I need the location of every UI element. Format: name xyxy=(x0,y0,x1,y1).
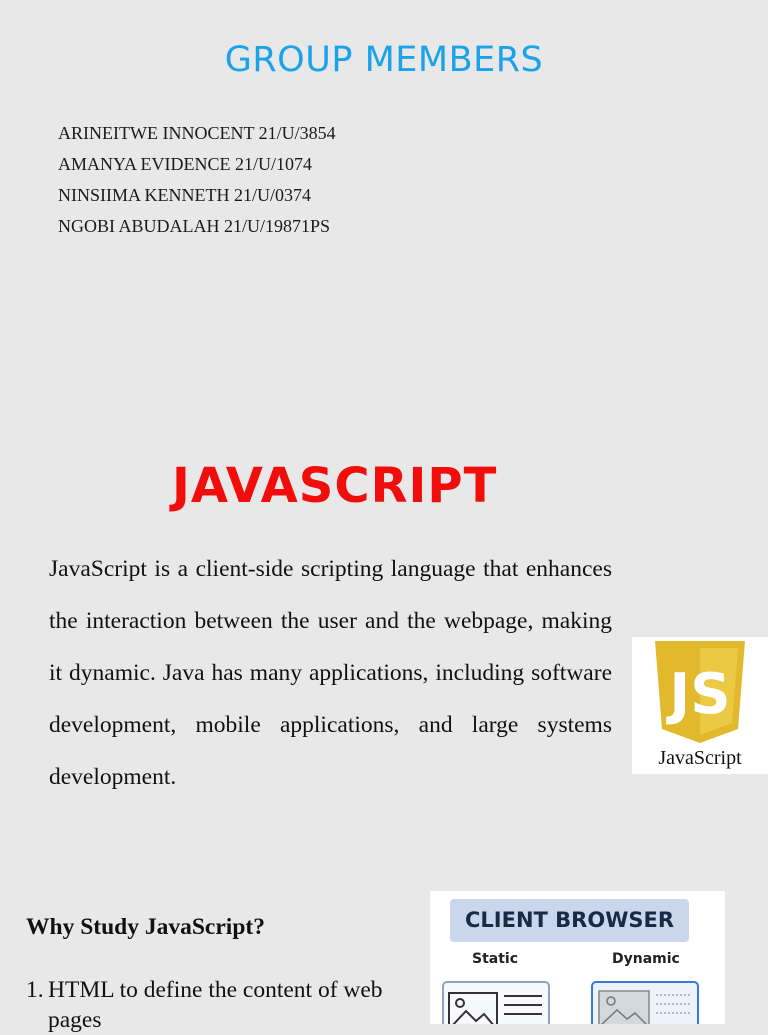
javascript-heading: JAVASCRIPT xyxy=(172,458,498,514)
dynamic-page-illustration xyxy=(591,981,699,1024)
list-item xyxy=(26,975,406,1035)
js-logo-caption: JavaScript xyxy=(658,747,742,769)
javascript-description: JavaScript is a client-side scripting language that enhances the interaction between the user and the webpage, making it dynamic. Java has many applications, including software development, mobile applications, and large systems development. xyxy=(49,556,612,790)
static-page-illustration xyxy=(442,981,550,1024)
client-browser-banner: CLIENT BROWSER xyxy=(450,899,689,942)
dynamic-label: Dynamic xyxy=(612,951,680,967)
group-members-title: GROUP MEMBERS xyxy=(224,40,544,80)
static-page-icon xyxy=(444,983,548,1024)
reasons-list xyxy=(26,975,406,1035)
static-label: Static xyxy=(472,951,519,967)
dynamic-page-icon xyxy=(593,983,697,1024)
member-item: AMANYA EVIDENCE 21/U/1074 xyxy=(58,154,312,174)
client-browser-figure xyxy=(430,891,725,1024)
member-item: ARINEITWE INNOCENT 21/U/3854 xyxy=(58,123,336,143)
members-list xyxy=(58,118,336,242)
member-item: NINSIIMA KENNETH 21/U/0374 xyxy=(58,185,311,205)
list-item-number: 1. xyxy=(26,977,44,1003)
js-logo-mark: JS xyxy=(669,662,731,727)
list-item-text: HTML to define the content of web pages xyxy=(48,977,383,1033)
js-shield-icon xyxy=(632,637,768,747)
why-study-heading: Why Study JavaScript? xyxy=(26,914,265,940)
javascript-logo xyxy=(632,637,768,774)
member-item: NGOBI ABUDALAH 21/U/19871PS xyxy=(58,216,331,236)
